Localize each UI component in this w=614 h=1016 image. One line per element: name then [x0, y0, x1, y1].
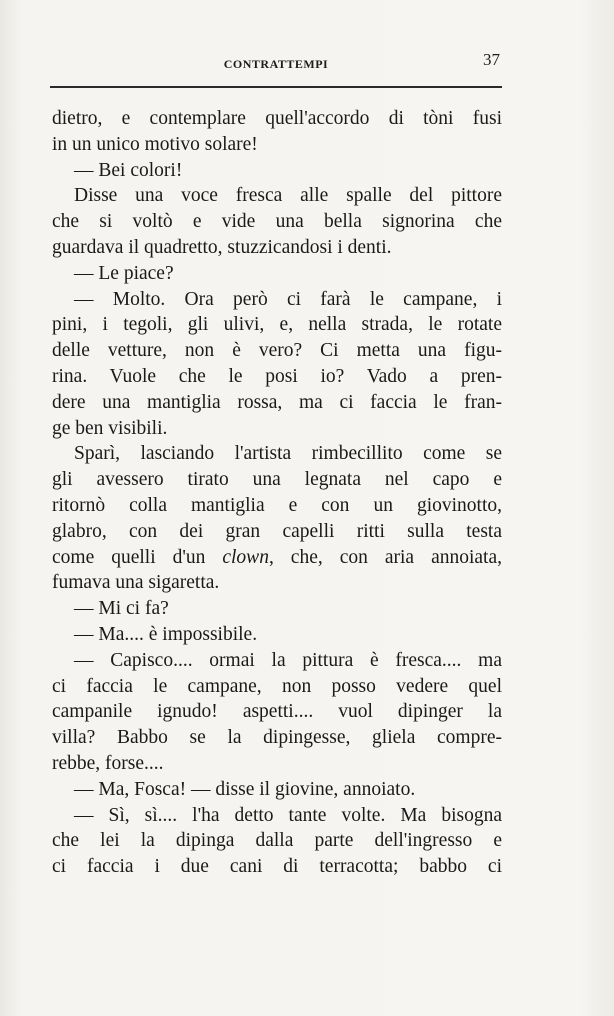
- text-line: gli avessero tirato una legnata nel capo e: [52, 469, 502, 491]
- text-line: come quelli d'un clown, che, con aria annoiata,: [52, 546, 502, 568]
- text-line: Sparì, lasciando l'artista rimbecillito come se: [74, 443, 502, 465]
- text-line: — Mi ci fa?: [74, 598, 169, 620]
- text-line: ritornò colla mantiglia e con un giovinotto,: [52, 494, 502, 516]
- text-line: villa? Babbo se la dipingesse, gliela compre-: [52, 727, 502, 749]
- running-title: CONTRATTEMPI: [223, 57, 329, 71]
- running-head: [48, 50, 504, 76]
- text-line: delle vetture, non è vero? Ci metta una figu-: [52, 340, 502, 362]
- body-text: [52, 106, 502, 880]
- text-line: fumava una sigaretta.: [52, 572, 220, 594]
- text-line: che lei la dipinga dalla parte dell'ingresso e: [52, 830, 502, 852]
- text-line: — Sì, sì.... l'ha detto tante volte. Ma bisogna: [74, 804, 502, 826]
- text-line: — Ma.... è impossibile.: [74, 623, 258, 645]
- text-line: glabro, con dei gran capelli ritti sulla testa: [52, 520, 502, 542]
- text-line: pini, i tegoli, gli ulivi, e, nella strada, le rotate: [52, 314, 502, 336]
- text-line: rebbe, forse....: [52, 752, 164, 774]
- text-line: — Bei colori!: [74, 159, 183, 181]
- text-line: che si voltò e vide una bella signorina che: [52, 211, 502, 233]
- text-line: — Ma, Fosca! — disse il giovine, annoiato.: [74, 778, 416, 800]
- text-line: in un unico motivo solare!: [52, 133, 258, 155]
- text-line: Disse una voce fresca alle spalle del pittore: [74, 185, 502, 207]
- text-line: ge ben visibili.: [52, 417, 168, 439]
- text-line: guardava il quadretto, stuzzicandosi i denti.: [52, 236, 392, 258]
- text-line: — Molto. Ora però ci farà le campane, i: [74, 288, 502, 310]
- text-line: ci faccia le campane, non posso vedere quel: [52, 675, 502, 697]
- text-line: dietro, e contemplare quell'accordo di tòni fusi: [52, 108, 502, 129]
- text-line: dere una mantiglia rossa, ma ci faccia le fran-: [52, 391, 502, 413]
- header-rule: [50, 86, 502, 88]
- text-line: campanile ignudo! aspetti.... vuol dipinger la: [52, 701, 502, 723]
- page-number: 37: [483, 50, 500, 69]
- text-line: — Capisco.... ormai la pittura è fresca.... ma: [74, 649, 502, 671]
- text-line: — Le piace?: [74, 262, 174, 284]
- italic-word: clown: [222, 546, 269, 568]
- text-line: rina. Vuole che le posi io? Vado a pren-: [52, 365, 502, 387]
- text-line: ci faccia i due cani di terracotta; babbo ci: [52, 856, 502, 878]
